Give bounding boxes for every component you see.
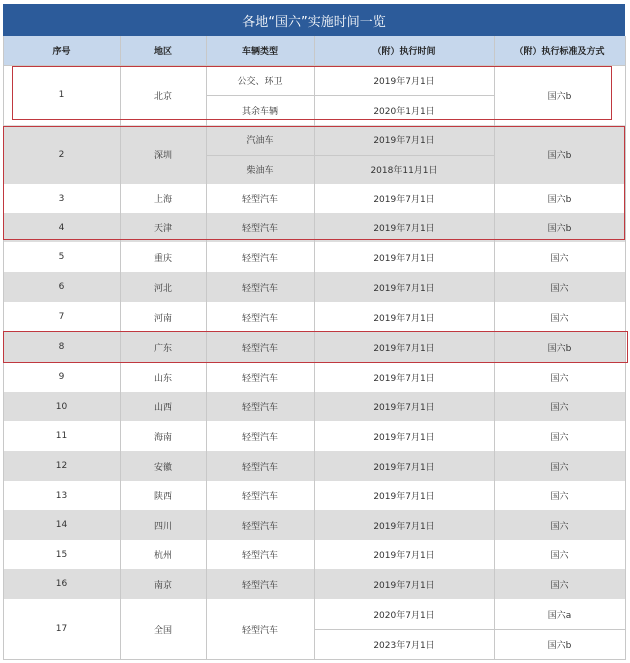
cell-vehicle-type: 轻型汽车: [241, 283, 278, 294]
cell-no: 10: [55, 401, 68, 412]
cell-region: 北京: [153, 91, 172, 102]
cell-vehicle-type: 轻型汽车: [241, 313, 278, 324]
cell-time: 2019年7月1日: [373, 224, 435, 234]
cell-vehicle-type: 轻型汽车: [241, 551, 278, 561]
cell-standard: 国六: [550, 283, 569, 294]
cell-standard: 国六b: [547, 195, 572, 205]
cell-vehicle-type: 轻型汽车: [241, 343, 278, 354]
cell-region: 安徽: [153, 462, 172, 473]
cell-time: 2023年7月1日: [373, 640, 435, 651]
cell-region: 山西: [153, 403, 172, 413]
header-divider: [3, 65, 625, 66]
cell-no: 1: [58, 90, 65, 100]
cell-divider: [206, 95, 314, 96]
header-time: （附）执行时间: [372, 47, 436, 57]
cell-time: 2019年7月1日: [373, 136, 435, 147]
cell-region: 陕西: [153, 492, 172, 502]
cell-vehicle-type: 轻型汽车: [241, 373, 278, 384]
column-divider: [494, 36, 495, 660]
cell-region: 南京: [153, 580, 172, 591]
cell-no: 7: [58, 312, 65, 322]
cell-standard: 国六: [550, 373, 569, 384]
cell-no: 2: [58, 149, 65, 160]
cell-standard: 国六b: [547, 151, 572, 161]
header-region: 地区: [153, 47, 172, 57]
cell-divider: [314, 155, 494, 156]
cell-region: 四川: [153, 521, 172, 532]
cell-no: 8: [58, 342, 65, 352]
column-divider: [206, 36, 207, 660]
cell-time: 2019年7月1日: [373, 253, 435, 264]
cell-region: 上海: [153, 195, 172, 205]
cell-time: 2019年7月1日: [373, 283, 435, 294]
cell-standard: 国六: [550, 253, 569, 264]
column-divider: [625, 36, 626, 660]
cell-vehicle-type: 轻型汽车: [241, 625, 278, 636]
cell-time: 2019年7月1日: [373, 343, 435, 354]
cell-time: 2018年11月1日: [370, 165, 438, 176]
cell-divider: [314, 629, 494, 630]
cell-time: 2019年7月1日: [373, 403, 435, 413]
cell-time: 2019年7月1日: [373, 462, 435, 473]
header-standard: （附）执行标准及方式: [514, 47, 605, 57]
cell-standard: 国六: [550, 432, 569, 443]
cell-no: 9: [58, 372, 65, 382]
cell-vehicle-type: 轻型汽车: [241, 492, 278, 502]
cell-standard: 国六: [550, 462, 569, 473]
table-title: 各地“国六”实施时间一览: [3, 4, 625, 36]
cell-standard: 国六: [550, 580, 569, 591]
cell-standard: 国六: [550, 492, 569, 502]
cell-no: 4: [58, 222, 65, 233]
cell-time: 2019年7月1日: [373, 551, 435, 561]
cell-time: 2019年7月1日: [373, 580, 435, 591]
cell-region: 深圳: [153, 151, 172, 161]
cell-standard: 国六: [550, 313, 569, 324]
cell-no: 6: [58, 282, 65, 292]
header-vehicle-type: 车辆类型: [241, 47, 278, 57]
cell-standard: 国六b: [547, 224, 572, 234]
cell-vehicle-type: 汽油车: [246, 136, 274, 147]
cell-no: 11: [55, 431, 68, 441]
cell-standard: 国六: [550, 551, 569, 561]
cell-region: 杭州: [153, 551, 172, 561]
column-divider: [120, 36, 121, 660]
cell-no: 5: [58, 252, 65, 262]
cell-region: 海南: [153, 432, 172, 443]
cell-time: 2020年7月1日: [373, 610, 435, 621]
cell-vehicle-type: 轻型汽车: [241, 253, 278, 264]
cell-vehicle-type: 轻型汽车: [241, 521, 278, 532]
cell-region: 河北: [153, 283, 172, 294]
column-divider: [3, 36, 4, 660]
cell-time: 2019年7月1日: [373, 492, 435, 502]
cell-vehicle-type: 轻型汽车: [241, 462, 278, 473]
cell-standard: 国六: [550, 521, 569, 532]
cell-region: 山东: [153, 373, 172, 384]
cell-vehicle-type: 柴油车: [246, 165, 274, 176]
cell-vehicle-type: 轻型汽车: [241, 224, 278, 234]
cell-time: 2019年7月1日: [373, 313, 435, 324]
cell-time: 2019年7月1日: [373, 76, 435, 87]
cell-time: 2019年7月1日: [373, 521, 435, 532]
cell-region: 天津: [153, 224, 172, 234]
cell-region: 全国: [153, 625, 172, 636]
cell-time: 2019年7月1日: [373, 373, 435, 384]
cell-no: 15: [55, 549, 68, 560]
cell-time: 2019年7月1日: [373, 432, 435, 443]
cell-standard: 国六a: [547, 610, 572, 621]
cell-time: 2019年7月1日: [373, 195, 435, 205]
cell-standard: 国六b: [547, 343, 572, 354]
cell-vehicle-type: 轻型汽车: [241, 432, 278, 443]
cell-no: 13: [55, 490, 68, 501]
cell-region: 河南: [153, 313, 172, 324]
cell-no: 3: [58, 193, 65, 204]
cell-no: 12: [55, 461, 68, 471]
cell-region: 广东: [153, 343, 172, 354]
cell-divider: [206, 155, 314, 156]
cell-vehicle-type: 公交、环卫: [237, 76, 283, 87]
column-divider: [314, 36, 315, 660]
cell-standard: 国六b: [547, 91, 572, 102]
cell-vehicle-type: 轻型汽车: [241, 403, 278, 413]
cell-no: 14: [55, 520, 68, 530]
cell-divider: [494, 629, 625, 630]
cell-vehicle-type: 轻型汽车: [241, 195, 278, 205]
cell-no: 16: [55, 579, 68, 589]
cell-standard: 国六: [550, 403, 569, 413]
cell-standard: 国六b: [547, 640, 572, 651]
cell-vehicle-type: 其余车辆: [241, 106, 278, 117]
cell-time: 2020年1月1日: [373, 106, 435, 117]
cell-vehicle-type: 轻型汽车: [241, 580, 278, 591]
cell-region: 重庆: [153, 253, 172, 264]
header-no: 序号: [52, 47, 71, 57]
cell-no: 17: [55, 624, 68, 634]
cell-divider: [314, 95, 494, 96]
